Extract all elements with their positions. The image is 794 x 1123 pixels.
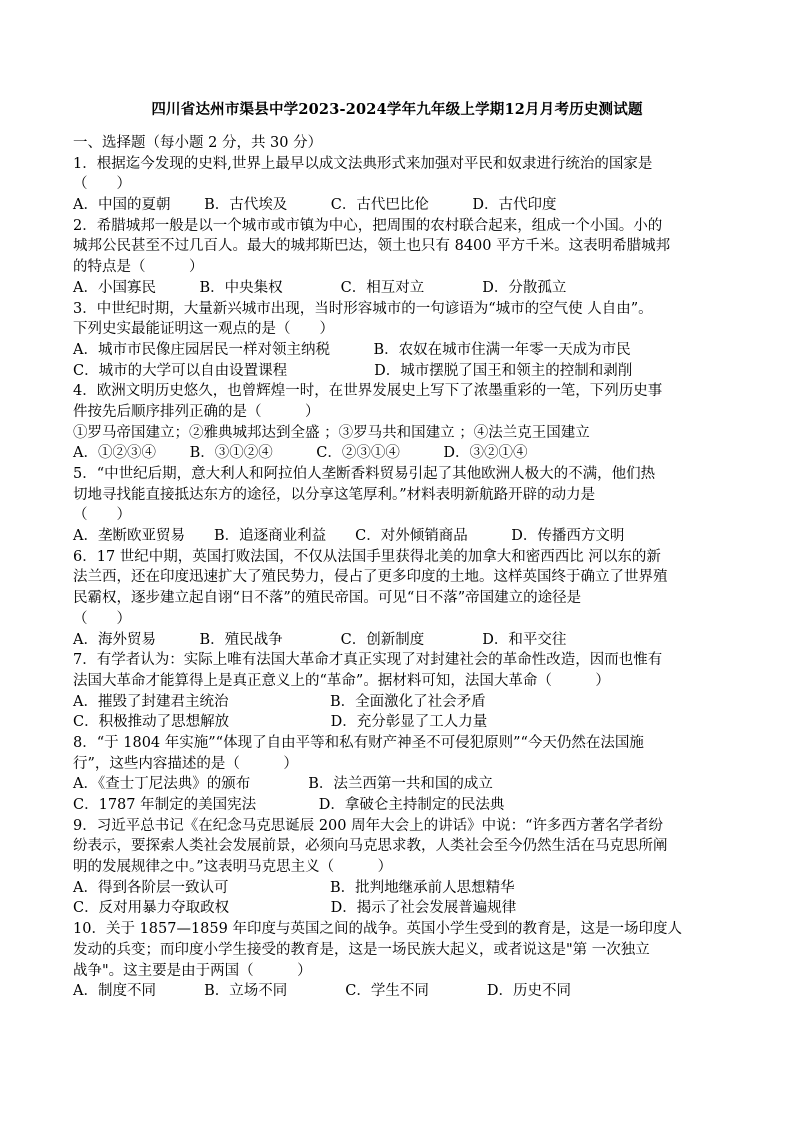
question-text: 行”，这些内容描述的是（ ） (73, 755, 298, 772)
question-5 (73, 464, 753, 547)
question-text: 纷表示，要探索人类社会发展前景，必须向马克思求教，人类社会至今仍然生活在马克思所阐 (73, 838, 668, 855)
question-options: A．海外贸易 B．殖民战争 C．创新制度 D．和平交往 (73, 631, 567, 648)
question-options: A．①②③④ B．③①②④ C．②③①④ D．③②①④ (73, 445, 528, 462)
question-text: 战争"。这主要是由于两国（ ） (73, 962, 312, 979)
question-7 (73, 650, 753, 733)
question-text: 民霸权，逐步建立起自诩“日不落”的殖民帝国。可见“日不落”帝国建立的途径是 (73, 590, 582, 607)
question-text: 的特点是（ ） (73, 259, 204, 276)
question-text: 件按先后顺序排列正确的是（ ） (73, 403, 320, 420)
question-options: A．制度不同 B．立场不同 C．学生不同 D．历史不同 (73, 983, 571, 1000)
question-text: 9．习近平总书记《在纪念马克思诞辰 200 周年大会上的讲话》中说：“许多西方著名学者纷 (73, 817, 664, 834)
question-text: 2．希腊城邦一般是以一个城市或市镇为中心，把周围的农村联合起来，组成一个小国。小的 (73, 217, 663, 234)
question-text: 法兰西，还在印度迅速扩大了殖民势力，侵占了更多印度的土地。这样英国终于确立了世界殖 (73, 569, 668, 586)
question-text: 城邦公民甚至不过几百人。最大的城邦斯巴达，领土也只有 8400 平方千米。这表明希腊城邦 (73, 238, 671, 255)
question-options: C．1787 年制定的美国宪法 D．拿破仑主持制定的民法典 (73, 797, 505, 813)
question-options: C．积极推动了思想解放 D．充分彰显了工人力量 (73, 714, 488, 731)
question-8 (73, 733, 753, 816)
question-options: A．摧毁了封建君主统治 B．全面激化了社会矛盾 (73, 693, 486, 710)
question-text: ①罗马帝国建立；②雅典城邦达到全盛 ；③罗马共和国建立 ；④法兰克王国建立 (73, 424, 590, 441)
question-options: C．城市的大学可以自由设置课程 D．城市摆脱了国王和领主的控制和剥削 (73, 362, 633, 379)
question-text: 6．17 世纪中期，英国打败法国，不仅从法国手里获得北美的加拿大和密西西比 河以东的新 (73, 548, 661, 565)
question-1 (73, 154, 753, 216)
question-2 (73, 216, 753, 299)
question-options: A．垄断欧亚贸易 B．追逐商业利益 C．对外倾销商品 D．传播西方文明 (73, 528, 625, 545)
question-text: （ ） (73, 610, 131, 627)
question-text: 切地寻找能直接抵达东方的途径，以分享这笔厚利。”材料表明新航路开辟的动力是 (73, 486, 596, 503)
question-options: A．得到各阶层一致认可 B．批判地继承前人思想精华 (73, 879, 515, 896)
question-4 (73, 381, 753, 464)
question-options: A．《查士丁尼法典》的颁布 B．法兰西第一共和国的成立 (73, 776, 493, 793)
question-options: A．中国的夏朝 B．古代埃及 C．古代巴比伦 D．古代印度 (73, 197, 557, 214)
question-text: 明的发展规律之中。”这表明马克思主义（ ） (73, 859, 393, 876)
section-heading: 一、选择题（每小题 2 分，共 30 分） (73, 135, 323, 151)
question-text: 1．根据迄今发现的史料,世界上最早以成文法典形式来加强对平民和奴隶进行统治的国家是 (73, 155, 653, 172)
question-text: 10．关于 1857—1859 年印度与英国之间的战争。英国小学生受到的教育是，这是一场印度人 (73, 921, 682, 938)
question-options: A．小国寡民 B．中央集权 C．相互对立 D．分散孤立 (73, 279, 567, 296)
question-3 (73, 299, 753, 382)
question-9 (73, 816, 753, 919)
question-text: 3．中世纪时期，大量新兴城市出现，当时形容城市的一句谚语为“城市的空气使 人自由”。 (73, 300, 653, 317)
question-list (73, 133, 753, 1002)
question-text: 法国大革命才能算得上是真正意义上的“革命”。据材料可知，法国大革命（ ） (73, 672, 610, 689)
question-6 (73, 547, 753, 650)
question-text: 4．欧洲文明历史悠久，也曾辉煌一时，在世界发展史上写下了浓墨重彩的一笔，下列历史事 (73, 383, 663, 400)
question-text: 7．有学者认为：实际上唯有法国大革命才真正实现了对封建社会的革命性改造，因而也惟有 (73, 652, 663, 669)
question-options: C．反对用暴力夺取政权 D．揭示了社会发展普遍规律 (73, 900, 517, 917)
question-options: A．城市市民像庄园居民一样对领主纳税 B．农奴在城市住满一年零一天成为市民 (73, 341, 631, 358)
question-text: 8．“于 1804 年实施”“体现了自由平等和私有财产神圣不可侵犯原则”“今天仍然在法国施 (73, 734, 644, 751)
question-text: （ ） (73, 507, 131, 524)
page-title: 四川省达州市渠县中学2023-2024学年九年级上学期12月月考历史测试题 (151, 101, 643, 118)
question-text: 发动的兵变；而印度小学生接受的教育是，这是一场民族大起义，或者说这是"第 一次独立 (73, 941, 650, 958)
question-text: 5．“中世纪后期，意大利人和阿拉伯人垄断香料贸易引起了其他欧洲人极大的不满，他们热 (73, 466, 656, 482)
question-text: 下列史实最能证明这一观点的是（ ） (73, 321, 334, 338)
question-text: （ ） (73, 176, 131, 193)
question-10 (73, 919, 753, 1002)
